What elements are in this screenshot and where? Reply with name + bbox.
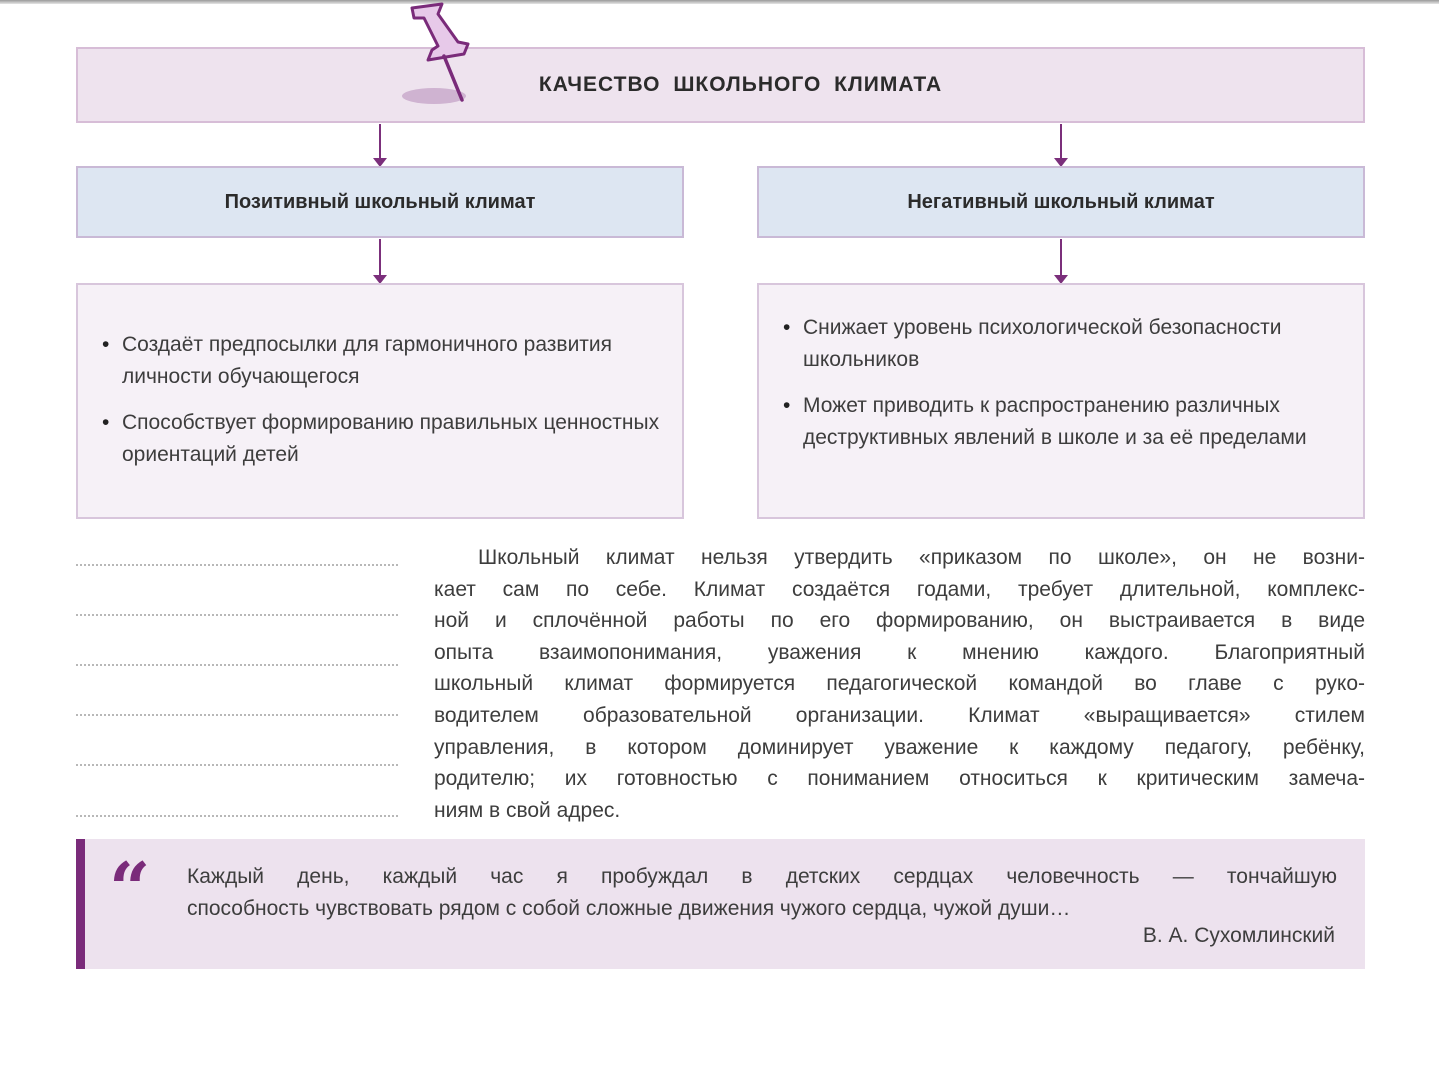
note-line [76, 815, 398, 817]
paragraph-line: ной и сплочённой работы по его формированию, он выстраивается в виде [434, 609, 1365, 633]
negative-effects-list [783, 312, 1343, 468]
quote-line: Каждый день, каждый час я пробуждал в детских сердцах человечность — тончайшую [187, 865, 1337, 888]
quote-text [187, 861, 1337, 925]
paragraph-line: Школьный климат нельзя утвердить «приказом по школе», он не возни- [478, 546, 1365, 569]
quote-mark-icon: “ [109, 846, 151, 931]
note-line [76, 764, 398, 766]
paragraph-line: опыта взаимопонимания, уважения к мнению каждого. Благоприятный [434, 640, 1365, 664]
diagram-title-box [76, 47, 1365, 123]
top-edge [0, 0, 1439, 4]
negative-climate-heading: Негативный школьный климат [757, 166, 1365, 238]
list-item: • Способствует формированию правильных ценностных ориентаций детей [102, 407, 662, 471]
pushpin-icon [398, 0, 478, 108]
note-line [76, 564, 398, 566]
paragraph-line: родителю; их готовностью с пониманием относиться к критическим замеча- [434, 767, 1365, 791]
list-item: • Снижает уровень психологической безопасности школьников [783, 312, 1343, 376]
arrow-to-negative [1060, 124, 1062, 165]
paragraph-line: управления, в котором доминирует уважение к каждому педагогу, ребёнку, [434, 735, 1365, 759]
arrow-to-positive [379, 124, 381, 165]
paragraph-line: школьный климат формируется педагогической командой во главе с руко- [434, 672, 1365, 696]
list-item: • Может приводить к распространению различных деструктивных явлений в школе и за её пределами [783, 390, 1343, 454]
arrow-to-negative-card [1060, 239, 1062, 282]
quote-author: В. А. Сухомлинский [1142, 924, 1335, 947]
body-paragraph [434, 542, 1365, 826]
note-line [76, 714, 398, 716]
negative-effects-card [757, 283, 1365, 519]
arrow-to-positive-card [379, 239, 381, 282]
paragraph-line: водителем образовательной организации. Климат «выращивается» стилем [434, 703, 1365, 727]
note-line [76, 614, 398, 616]
quote-line: способность чувствовать рядом с собой сложные движения чужого сердца, чужой души… [187, 897, 1071, 920]
diagram-title: КАЧЕСТВО ШКОЛЬНОГО КЛИМАТА [538, 73, 943, 96]
list-item: • Создаёт предпосылки для гармоничного развития личности обучающегося [102, 329, 662, 393]
paragraph-line: кает сам по себе. Климат создаётся годами, требует длительной, комплекс- [434, 577, 1365, 601]
paragraph-line: ниям в свой адрес. [434, 798, 621, 822]
note-line [76, 664, 398, 666]
positive-effects-list [102, 329, 662, 485]
positive-climate-heading: Позитивный школьный климат [76, 166, 684, 238]
positive-effects-card [76, 283, 684, 519]
quote-block [76, 839, 1365, 969]
